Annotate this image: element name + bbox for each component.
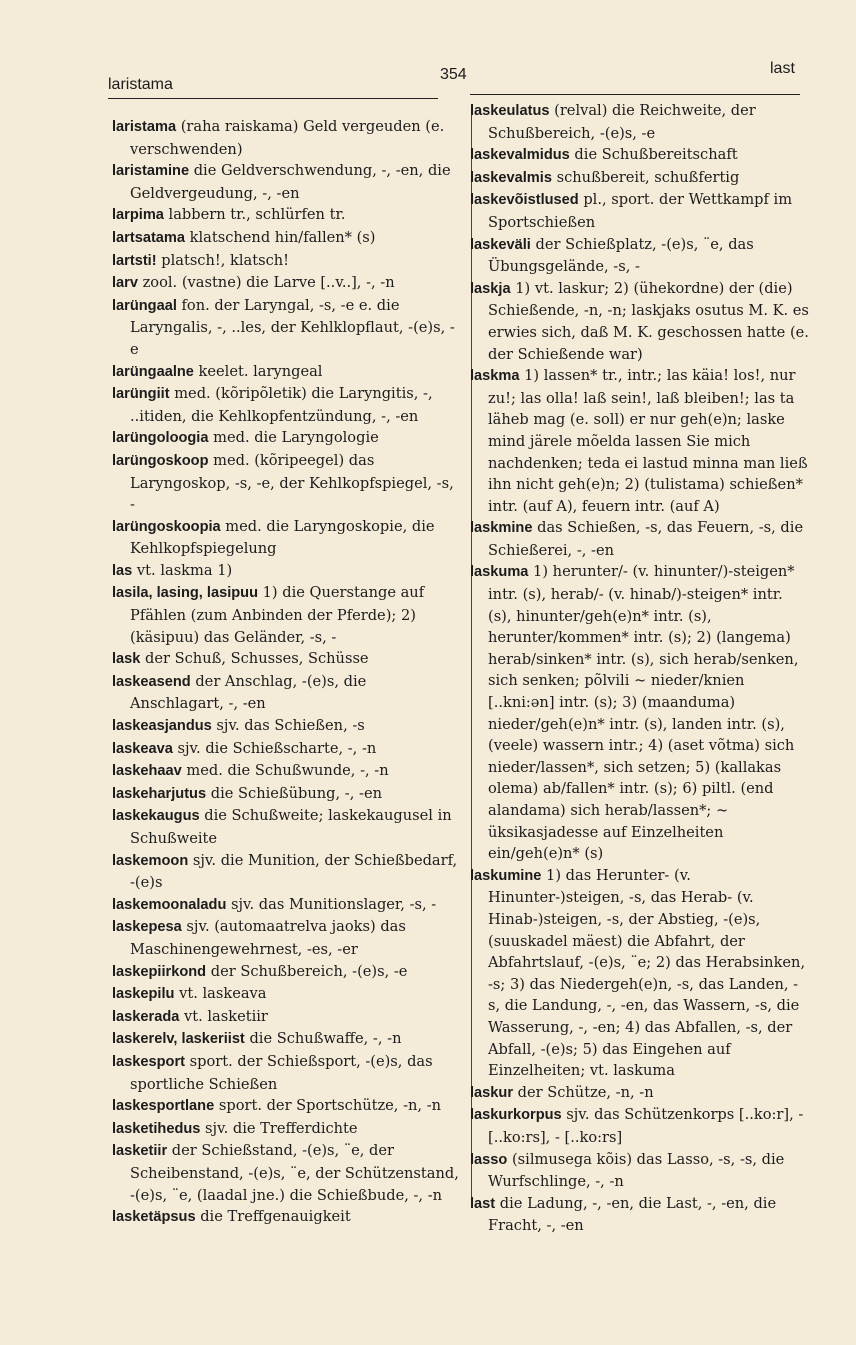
headword: laskumine xyxy=(470,867,542,884)
entry xyxy=(112,250,462,273)
entry xyxy=(112,1006,462,1029)
headword: larüngoskoop xyxy=(112,452,209,469)
headword: laskemoonaladu xyxy=(112,896,227,913)
entry xyxy=(112,805,462,849)
definition: 1) lassen* tr., intr.; las käia! los!, nur zu!; las olla! laß sein!, laß bleiben!; las ta läheb mag (e. soll) er nur geh(e)n; laske mind järele mõelda lassen Sie mich nachdenken; teda ei lastud minna man ließ ihn nicht geh(e)n; 2) (tulistama) schießen* intr. (auf A), feuern intr. (auf A) xyxy=(488,367,808,515)
entry xyxy=(112,116,462,160)
entry xyxy=(470,865,810,1082)
definition: keelet. laryngeal xyxy=(193,362,323,380)
definition: zool. (vastne) die Larve [..v..], -, -n xyxy=(137,274,395,292)
definition: med. (kõripeegel) das Laryngoskop, -s, -e, der Kehlkopfspiegel, -s, - xyxy=(130,451,454,514)
definition: (raha raiskama) Geld vergeuden (e. verschwenden) xyxy=(130,118,445,158)
headword: laskma xyxy=(470,368,520,385)
headword: laskeasend xyxy=(112,673,191,690)
definition: der Schütze, -n, -n xyxy=(513,1083,654,1101)
headword: laskesportlane xyxy=(112,1098,215,1115)
entry xyxy=(112,916,462,960)
headword: larpima xyxy=(112,207,164,224)
definition: platsch!, klatsch! xyxy=(156,251,290,269)
entry xyxy=(470,1104,810,1148)
definition: 1) die Querstange auf Pfählen (zum Anbinden der Pferde); 2) (käsipuu) das Geländer, -s, - xyxy=(130,584,425,646)
entry xyxy=(112,383,462,427)
headword: laskepiirkond xyxy=(112,963,207,980)
definition: die Geldverschwendung, -, -en, die Geldvergeudung, -, -en xyxy=(130,162,451,202)
headword: lartsti! xyxy=(112,252,157,269)
page-number: 354 xyxy=(440,66,467,83)
headword: laskepilu xyxy=(112,986,175,1003)
definition: med. die Laryngologie xyxy=(208,429,379,447)
definition: (relval) die Reichweite, der Schußbereich, -(e)s, -e xyxy=(488,102,756,142)
definition: der Schießplatz, -(e)s, ¨e, das Übungsgelände, -s, - xyxy=(488,235,754,276)
definition: (silmusega kõis) das Lasso, -s, -s, die Wurfschlinge, -, -n xyxy=(488,1150,785,1191)
definition: vt. laskeava xyxy=(174,985,267,1003)
entry xyxy=(470,365,810,517)
headword: last xyxy=(470,1195,496,1212)
headword: laskja xyxy=(470,280,511,297)
headword: lasila, lasing, lasipuu xyxy=(112,585,258,602)
headword: lask xyxy=(112,651,141,668)
definition: der Schußbereich, -(e)s, -e xyxy=(206,962,408,980)
definition: die Schußbereitschaft xyxy=(569,146,738,164)
entry xyxy=(112,450,462,516)
headword: laskeväli xyxy=(470,236,531,253)
entry xyxy=(112,1206,462,1229)
definition: vt. lasketiir xyxy=(179,1007,268,1025)
entry xyxy=(112,1140,462,1206)
headword: laskeava xyxy=(112,740,173,757)
headword: laskeasjandus xyxy=(112,718,212,735)
headword: lasketihedus xyxy=(112,1120,201,1137)
headword: laskevalmidus xyxy=(470,147,570,164)
entry xyxy=(112,295,462,361)
definition: sjv. die Trefferdichte xyxy=(200,1119,358,1137)
headword: laristama xyxy=(112,119,177,135)
headword: laskekaugus xyxy=(112,808,200,825)
definition: die Schußwaffe, -, -n xyxy=(244,1030,402,1048)
entry xyxy=(470,189,810,233)
definition: med. die Schußwunde, -, -n xyxy=(181,762,389,780)
entry xyxy=(112,671,462,715)
entry xyxy=(470,100,810,144)
definition: 1) herunter/- (v. hinunter/)-steigen* intr. (s), herab/- (v. hinab/)-steigen* intr. (s), hinunter/geh(e)n* intr. (s), herunter/kommen* intr. (s); 2) (langema) herab/sinken* intr. (s), sich herab/senken, sich senken; põlvili ~ nieder/knien [..kni:ən] intr. (s); 3) (maanduma) nieder/geh(e)n* intr. (s), landen intr. (s), (veele) wassern intr.; 4) (aset võtma) sich nieder/lassen*, sich setzen; 5) (kallakas olema) ab/fallen* intr. (s); 6) piltl. (end alandama) sich herab/lassen*; ~ üksikasjadesse auf Einzelheiten ein/geh(e)n* (s) xyxy=(488,563,799,863)
definition: der Schuß, Schusses, Schüsse xyxy=(140,650,369,668)
headword: larv xyxy=(112,275,138,292)
headword: lartsatama xyxy=(112,229,186,246)
definition: sjv. das Schützenkorps [..ko:r], - [..ko:rs], - [..ko:rs] xyxy=(488,1106,804,1146)
entry xyxy=(112,272,462,295)
definition: sjv. (automaatrelva jaoks) das Maschinengewehrnest, -es, -er xyxy=(130,918,406,958)
headword: larüngoskoopia xyxy=(112,518,221,535)
definition: sport. der Schießsport, -(e)s, das sportliche Schießen xyxy=(130,1052,433,1093)
entry xyxy=(112,516,462,560)
definition: das Schießen, -s, das Feuern, -s, die Schießerei, -, -en xyxy=(488,519,804,559)
definition: sjv. die Schießscharte, -, -n xyxy=(172,739,377,757)
entry xyxy=(112,1051,462,1095)
headword: laskurkorpus xyxy=(470,1107,562,1124)
definition: der Anschlag, -(e)s, die Anschlagart, -, -en xyxy=(130,672,367,713)
entry xyxy=(470,1193,810,1237)
headword: laskemoon xyxy=(112,852,189,869)
entry xyxy=(470,234,810,278)
entry xyxy=(470,1082,810,1105)
entry xyxy=(470,144,810,167)
headword: larüngaal xyxy=(112,297,177,314)
entry xyxy=(112,1118,462,1141)
headword: laskuma xyxy=(470,564,529,581)
running-head-right: last xyxy=(770,60,795,77)
entry xyxy=(112,361,462,384)
definition: labbern tr., schlürfen tr. xyxy=(163,206,346,224)
entry xyxy=(112,850,462,894)
definition: sjv. das Munitionslager, -s, - xyxy=(226,895,437,913)
definition: 1) vt. laskur; 2) (ühekordne) der (die) Schießende, -n, -n; laskjaks osutus M. K. es erwies sich, daß M. K. geschossen hatte (e. der Schießende war) xyxy=(488,279,809,363)
headword: laskerada xyxy=(112,1008,180,1025)
definition: schußbereit, schußfertig xyxy=(551,168,740,186)
headword: laskehaav xyxy=(112,763,182,780)
headword: laskevõistlused xyxy=(470,192,579,209)
entry xyxy=(112,715,462,738)
header-rule-right xyxy=(470,94,800,95)
headword: laskmine xyxy=(470,520,533,537)
definition: die Schußweite; laskekaugusel in Schußweite xyxy=(130,807,452,847)
definition: med. die Laryngoskopie, die Kehlkopfspiegelung xyxy=(130,517,435,558)
headword: laskepesa xyxy=(112,919,182,936)
entry xyxy=(112,204,462,227)
definition: sjv. das Schießen, -s xyxy=(211,717,365,735)
headword: laskur xyxy=(470,1084,513,1101)
definition: sport. der Sportschütze, -n, -n xyxy=(214,1097,442,1115)
headword: lasso xyxy=(470,1151,508,1168)
definition: med. (kõripõletik) die Laryngitis, -, ..itiden, die Kehlkopfentzündung, -, -en xyxy=(130,385,433,425)
entry xyxy=(112,560,462,583)
running-head-left: laristama xyxy=(108,76,173,93)
headword: larüngiit xyxy=(112,386,170,403)
header-rule-left xyxy=(108,98,438,99)
headword: laskeharjutus xyxy=(112,785,207,802)
headword: larüngaalne xyxy=(112,363,194,380)
entry xyxy=(112,227,462,250)
entry xyxy=(112,427,462,450)
definition: fon. der Laryngal, -s, -e e. die Laryngalis, -, ..les, der Kehlklopflaut, -(e)s, -e xyxy=(130,296,455,358)
entry xyxy=(112,894,462,917)
definition: vt. laskma 1) xyxy=(132,561,233,579)
definition: der Schießstand, -(e)s, ¨e, der Scheibenstand, -(e)s, ¨e, der Schützenstand, -(e)s, ¨e, (laadal jne.) die Schießbude, -, -n xyxy=(130,1142,459,1204)
entry xyxy=(470,561,810,864)
definition: pl., sport. der Wettkampf im Sportschießen xyxy=(488,191,793,231)
entry xyxy=(470,278,810,365)
definition: die Ladung, -, -en, die Last, -, -en, die Fracht, -, -en xyxy=(488,1194,777,1235)
right-column xyxy=(470,100,810,1237)
entry xyxy=(112,783,462,806)
entry xyxy=(112,1028,462,1051)
definition: die Treffgenauigkeit xyxy=(195,1208,351,1226)
definition: 1) das Herunter- (v. Hinunter-)steigen, -s, das Herab- (v. Hinab-)steigen, -s, der Abstieg, -(e)s, (suuskadel mäest) die Abfahrt, der Abfahrtslauf, -(e)s, ¨e; 2) das Herabsinken, -s; 3) das Niedergeh(e)n, -s, das Landen, -s, die Landung, -, -en, das Wassern, -s, die Wasserung, -, -en; 4) das Abfallen, -s, der Abfall, -(e)s; 5) das Eingehen auf Einzelheiten; vt. laskuma xyxy=(488,866,806,1080)
entry xyxy=(470,517,810,561)
headword: laskerelv, laskeriist xyxy=(112,1031,245,1048)
entry xyxy=(112,160,462,204)
definition: klatschend hin/fallen* (s) xyxy=(185,228,376,246)
entry xyxy=(112,983,462,1006)
headword: laskesport xyxy=(112,1053,186,1070)
entry xyxy=(470,1149,810,1193)
definition: die Schießübung, -, -en xyxy=(206,784,382,802)
entry xyxy=(112,738,462,761)
left-column xyxy=(112,116,462,1229)
entry xyxy=(470,167,810,190)
headword: laristamine xyxy=(112,163,190,180)
entry xyxy=(112,961,462,984)
headword: larüngoloogia xyxy=(112,430,209,447)
definition: sjv. die Munition, der Schießbedarf, -(e)s xyxy=(130,851,458,892)
headword: lasketiir xyxy=(112,1143,168,1160)
entry xyxy=(112,582,462,648)
headword: lasketäpsus xyxy=(112,1209,196,1226)
entry xyxy=(112,760,462,783)
headword: laskevalmis xyxy=(470,169,552,186)
headword: laskeulatus xyxy=(470,103,550,119)
entry xyxy=(112,1095,462,1118)
headword: las xyxy=(112,562,133,579)
entry xyxy=(112,648,462,671)
